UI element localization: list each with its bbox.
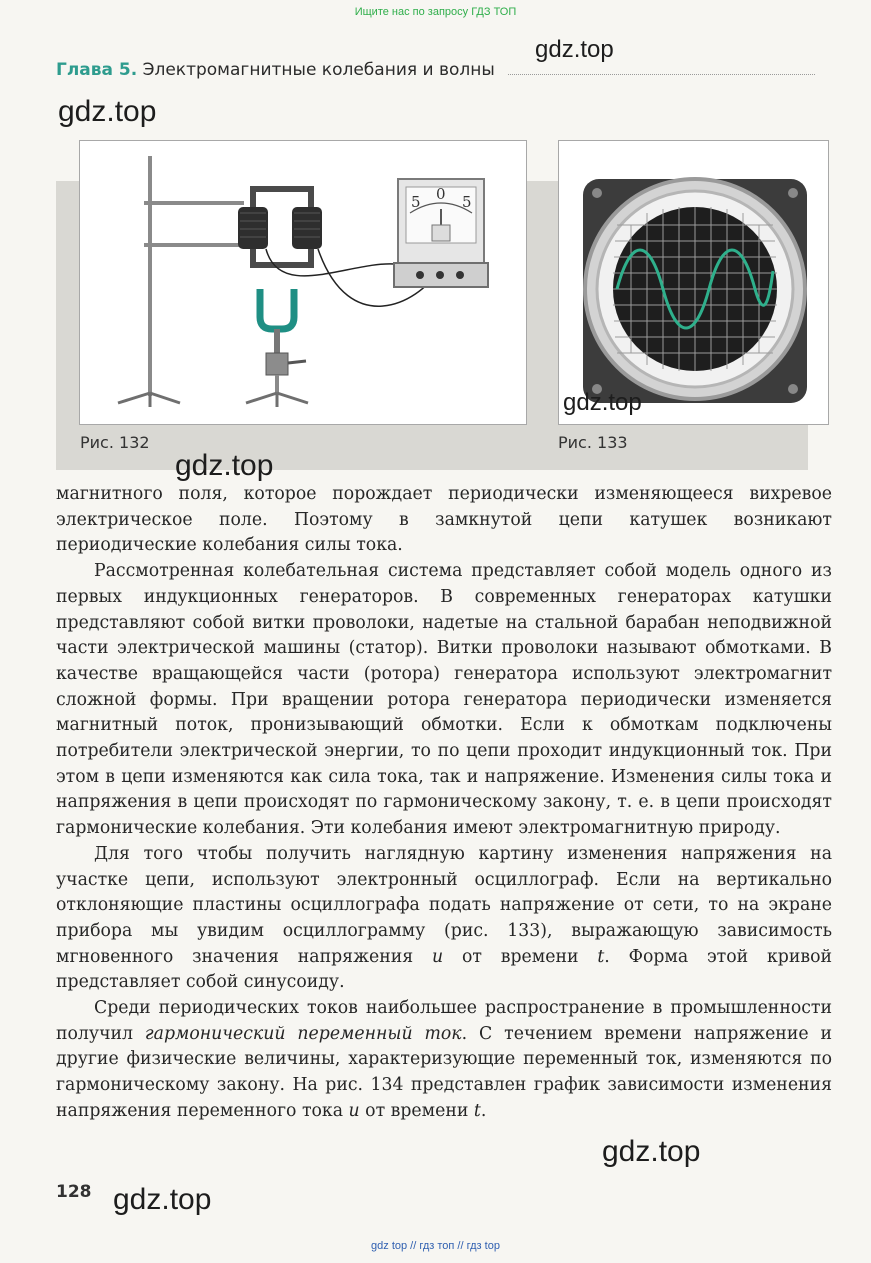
page-number: 128: [56, 1182, 92, 1202]
scale-right-label: 5: [462, 193, 472, 211]
watermark: gdz.top: [563, 389, 642, 416]
apparatus-illustration: [80, 141, 526, 424]
symbol-t: t: [597, 946, 605, 967]
figure-133: [558, 140, 829, 425]
chapter-title: Электромагнитные колебания и волны: [142, 60, 495, 80]
symbol-u: u: [431, 946, 444, 967]
paragraph-2: Рассмотренная колебательная система представляет собой модель одного из первых индукционных генераторов. В современных генераторах катушки представляют собой витки проволоки, надетые на стальной барабан неподвижной части электрической машины (статор). Витки проволоки называют обмотками. В качестве вращающейся части (ротора) генератора используют электромагнит сложной формы. При вращении ротора генератора периодически изменяется магнитный поток, пронизывающий обмотки. Если к обмоткам подключены потребители электрической энергии, то по цепи проходит индукционный ток. При этом в цепи изменяются как сила тока, так и напряжение. Изменения силы тока и напряжения в цепи происходят по гармоническому закону, т. е. в цепи происходят гармонические колебания. Эти колебания имеют электромагнитную природу.: [56, 561, 832, 839]
scale-mid-label: 0: [436, 185, 446, 203]
chapter-rule: [508, 74, 815, 75]
figure-132-caption: Рис. 132: [80, 433, 150, 452]
watermark: gdz.top: [602, 1135, 701, 1168]
figure-132: [79, 140, 527, 425]
watermark: gdz.top: [113, 1183, 212, 1216]
scale-left-label: 5: [411, 193, 421, 211]
watermark: gdz.top: [535, 36, 614, 63]
watermark: gdz.top: [58, 95, 157, 128]
oscilloscope-illustration: [559, 141, 828, 424]
chapter-label: Глава 5.: [56, 60, 138, 80]
top-banner[interactable]: Ищите нас по запросу ГДЗ ТОП: [354, 6, 517, 18]
paragraph-1: магнитного поля, которое порождает периодически изменяющееся вихревое электрическое поле. Поэтому в замкнутой цепи катушек возникают периодические колебания силы тока.: [56, 484, 832, 556]
figure-133-caption: Рис. 133: [558, 433, 628, 452]
watermark: gdz.top: [175, 449, 274, 482]
symbol-u: u: [348, 1100, 360, 1121]
body-text: [56, 482, 832, 1125]
paragraph-4: Среди периодических токов наибольшее распространение в промышленности получил гармонический переменный ток. С течением времени напряжение и другие физические величины, характеризующие переменный ток, изменяются по гармоническому закону. На рис. 134 представлен график зависимости изменения напряжения переменного тока u от времени t.: [56, 998, 832, 1121]
term-harmonic-ac: гармонический переменный ток: [144, 1023, 462, 1044]
footer-links[interactable]: gdz top // гдз топ // гдз top: [371, 1240, 500, 1252]
paragraph-3: Для того чтобы получить наглядную картину изменения напряжения на участке цепи, используют электронный осциллограф. Если на вертикально отклоняющие пластины осциллографа подать напряжение от сети, то на экране прибора мы увидим осциллограмму (рис. 133), выражающую зависимость мгновенного значения напряжения u от времени t. Форма этой кривой представляет собой синусоиду.: [56, 843, 833, 993]
symbol-t: t: [473, 1100, 481, 1121]
chapter-header: [56, 60, 495, 80]
